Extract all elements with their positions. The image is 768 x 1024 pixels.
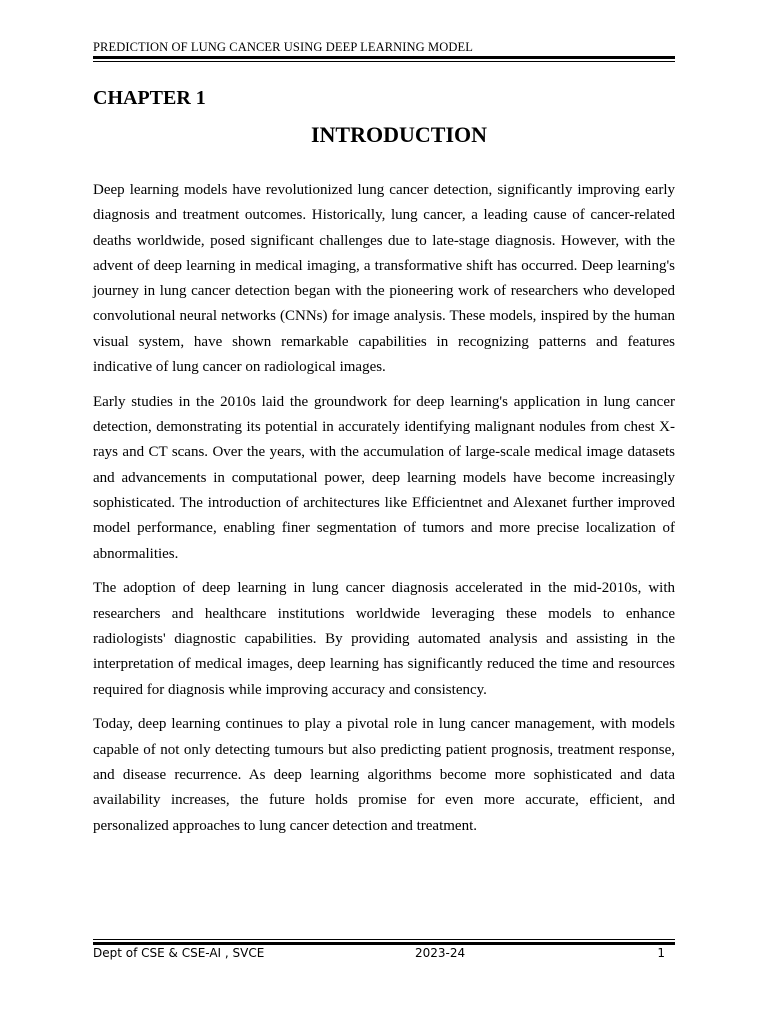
running-header: PREDICTION OF LUNG CANCER USING DEEP LEARNING MODEL: [93, 40, 473, 54]
page-number: 1: [657, 946, 665, 960]
paragraph-1: Deep learning models have revolutionized lung cancer detection, significantly improving early diagnosis and treatment outcomes. Historically, lung cancer, a leading cause of cancer-related deaths worldwide, posed significant challenges due to late-stage diagnosis. However, with the advent of deep learning in medical imaging, a transformative shift has occurred. Deep learning's journey in lung cancer detection began with the pioneering work of researchers who developed convolutional neural networks (CNNs) for image analysis. These models, inspired by the human visual system, have shown remarkable capabilities in recognizing patterns and features indicative of lung cancer on radiological images.: [93, 182, 675, 376]
header-rule-thick: [93, 56, 675, 59]
footer-department: Dept of CSE & CSE-AI , SVCE: [93, 946, 265, 960]
paragraph-4: Today, deep learning continues to play a pivotal role in lung cancer management, with models capable of not only detecting tumours but also predicting patient prognosis, treatment response, and disease recurrence. As deep learning algorithms become more sophisticated and data availability increases, the future holds promise for even more accurate, efficient, and personalized approaches to lung cancer detection and treatment.: [93, 716, 675, 834]
chapter-title: INTRODUCTION: [310, 122, 488, 147]
body-text: [93, 178, 675, 848]
paragraph-2: Early studies in the 2010s laid the groundwork for deep learning's application in lung cancer detection, demonstrating its potential in accurately identifying malignant nodules from chest X-rays and CT scans. Over the years, with the accumulation of large-scale medical image datasets and advancements in computational power, deep learning models have become increasingly sophisticated. The introduction of architectures like Efficientnet and Alexanet further improved model performance, enabling finer segmentation of tumors and more precise localization of abnormalities.: [93, 393, 675, 562]
footer-rule-thick: [93, 942, 675, 945]
chapter-label: CHAPTER 1: [93, 87, 206, 109]
footer-rule-thin: [93, 939, 675, 940]
paragraph-3: The adoption of deep learning in lung cancer diagnosis accelerated in the mid-2010s, with researchers and healthcare institutions worldwide leveraging these models to enhance radiologists' diagnostic capabilities. By providing automated analysis and assisting in the interpretation of medical images, deep learning has significantly reduced the time and resources required for diagnosis while improving accuracy and consistency.: [93, 580, 675, 698]
header-rule-thin: [93, 61, 675, 62]
footer-year: 2023-24: [415, 946, 466, 960]
page-footer: [93, 946, 675, 964]
